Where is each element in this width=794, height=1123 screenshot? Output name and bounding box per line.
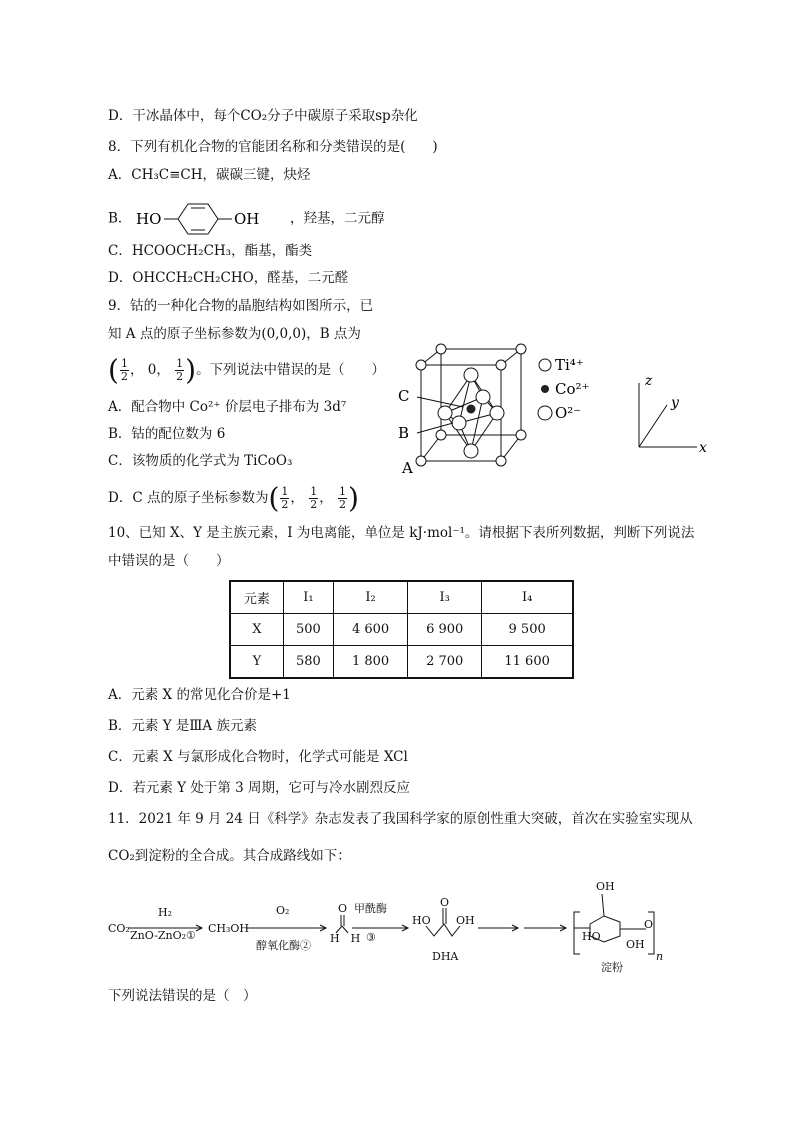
q9-stem-3-text: 。下列说法中错误的是（ ）: [196, 362, 386, 378]
table-cell: 9 500: [482, 614, 573, 646]
hcho-h: H H: [330, 932, 361, 945]
q10-option-a: A．元素 X 的常见化合价是+1: [108, 687, 291, 703]
table-cell: X: [230, 614, 283, 646]
hydroquinone-ho: HO: [135, 210, 162, 228]
step1-reagent: H₂: [158, 906, 173, 919]
starch-ho: HO: [582, 930, 601, 943]
q9-option-c: C．该物质的化学式为 TiCoO₃: [108, 453, 293, 469]
starch-oh: OH: [626, 938, 645, 951]
q8-option-b-label: B．: [108, 210, 132, 227]
q10-option-c: C．元素 X 与氯形成化合物时，化学式可能是 XCl: [108, 749, 408, 765]
starch-o: O: [644, 918, 654, 931]
table-cell: 580: [283, 646, 333, 679]
table-cell: 6 900: [408, 614, 482, 646]
q7-option-d: D．干冰晶体中，每个CO₂分子中碳原子采取sp杂化: [108, 108, 418, 124]
q10-stem-1: 10、已知 X、Y 是主族元素，I 为电离能，单位是 kJ·mol⁻¹。请根据下表所列数据，判断下列说法: [108, 525, 695, 541]
point-b-label: B: [398, 424, 410, 442]
table-header-row: [230, 581, 573, 614]
step2-reagent: O₂: [276, 904, 290, 917]
legend-co: Co²⁺: [555, 380, 590, 398]
axis-z: z: [645, 373, 653, 389]
table-cell: Y: [230, 646, 283, 679]
table-cell: 11 600: [482, 646, 573, 679]
dha-ho: HO: [412, 914, 431, 927]
q11-stem-3: 下列说法错误的是（ ）: [108, 988, 257, 1004]
q10-option-b: B．元素 Y 是ⅢA 族元素: [108, 718, 257, 734]
q8-option-d: D．OHCCH₂CH₂CHO，醛基，二元醛: [108, 270, 349, 286]
table-header: I₄: [482, 581, 573, 614]
ch3oh-label: CH₃OH: [208, 922, 250, 935]
table-cell: 4 600: [333, 614, 407, 646]
crystal-cell-figure: [395, 335, 715, 485]
c-z-fraction: $\frac{1}{2}$: [338, 485, 346, 511]
b-x-fraction: $\frac{1}{2}$: [120, 357, 128, 383]
q8-stem: 8．下列有机化合物的官能团名称和分类错误的是( ): [108, 139, 438, 155]
dha-o: O: [440, 896, 450, 909]
table-cell: 1 800: [333, 646, 407, 679]
table-header: 元素: [230, 581, 283, 614]
legend-ti: Ti⁴⁺: [555, 356, 584, 374]
q9-option-a: A．配合物中 Co²⁺ 价层电子排布为 3d⁷: [108, 399, 347, 415]
table-row: [230, 614, 573, 646]
step2-enzyme: 醇氧化酶②: [256, 939, 311, 952]
q8-option-b-rest: ，羟基，二元醇: [290, 210, 385, 227]
table-header: I₁: [283, 581, 333, 614]
q9-stem-1: 9．钴的一种化合物的晶胞结构如图所示，已: [108, 298, 374, 314]
starch-n: n: [656, 950, 664, 963]
q11-stem-1: 11．2021 年 9 月 24 日《科学》杂志发表了我国科学家的原创性重大突破，首次在实验室实现从: [108, 811, 693, 827]
ionization-table: [229, 580, 574, 679]
co2-label: CO₂: [108, 922, 130, 935]
q9-option-d: D．C 点的原子坐标参数为( $\frac{1}{2}$ ， $\frac{1}{2}$ ， $\frac{1}{2}$ ): [108, 481, 359, 515]
step3-number: ③: [366, 931, 376, 944]
axis-x: x: [699, 440, 707, 456]
b-z-fraction: $\frac{1}{2}$: [176, 357, 184, 383]
step1-catalyst: ZnO-ZnO₂①: [130, 929, 196, 942]
table-header: I₃: [408, 581, 482, 614]
q8-option-b: [108, 202, 385, 236]
q9-stem-2: 知 A 点的原子坐标参数为(0,0,0)，B 点为: [108, 326, 361, 342]
table-cell: 2 700: [408, 646, 482, 679]
point-a-label: A: [402, 459, 413, 477]
hydroquinone-oh: OH: [233, 210, 260, 228]
q8-option-a: A．CH₃C≡CH，碳碳三键，炔烃: [108, 167, 311, 183]
hcho-o: O: [338, 902, 348, 915]
dha-label: DHA: [432, 950, 459, 963]
legend-o: O²⁻: [555, 404, 582, 422]
c-y-fraction: $\frac{1}{2}$: [310, 485, 318, 511]
q11-stem-2: CO₂到淀粉的全合成。其合成路线如下：: [108, 848, 351, 864]
q9-stem-3: ( $\frac{1}{2}$ ， 0， $\frac{1}{2}$ )。下列说法中错误的是（ ）: [108, 353, 386, 387]
axis-y: y: [671, 395, 679, 411]
q9-option-b: B．钴的配位数为 6: [108, 426, 226, 442]
hydroquinone-structure: [136, 202, 286, 236]
b-y-value: 0: [147, 362, 157, 378]
q9-option-d-text: D．C 点的原子坐标参数为: [108, 490, 269, 506]
dha-oh: OH: [456, 914, 475, 927]
synthesis-route: [106, 876, 666, 976]
q10-option-d: D．若元素 Y 处于第 3 周期，它可与冷水剧烈反应: [108, 780, 410, 796]
step3-enzyme: 甲酰酶: [354, 902, 387, 915]
q10-stem-2: 中错误的是（ ）: [108, 553, 230, 569]
table-header: I₂: [333, 581, 407, 614]
table-row: [230, 646, 573, 679]
q8-option-c: C．HCOOCH₂CH₃，酯基，酯类: [108, 243, 313, 259]
point-c-label: C: [398, 387, 410, 405]
table-cell: 500: [283, 614, 333, 646]
starch-label: 淀粉: [601, 961, 623, 974]
starch-oh-top: OH: [596, 880, 615, 893]
c-x-fraction: $\frac{1}{2}$: [281, 485, 289, 511]
